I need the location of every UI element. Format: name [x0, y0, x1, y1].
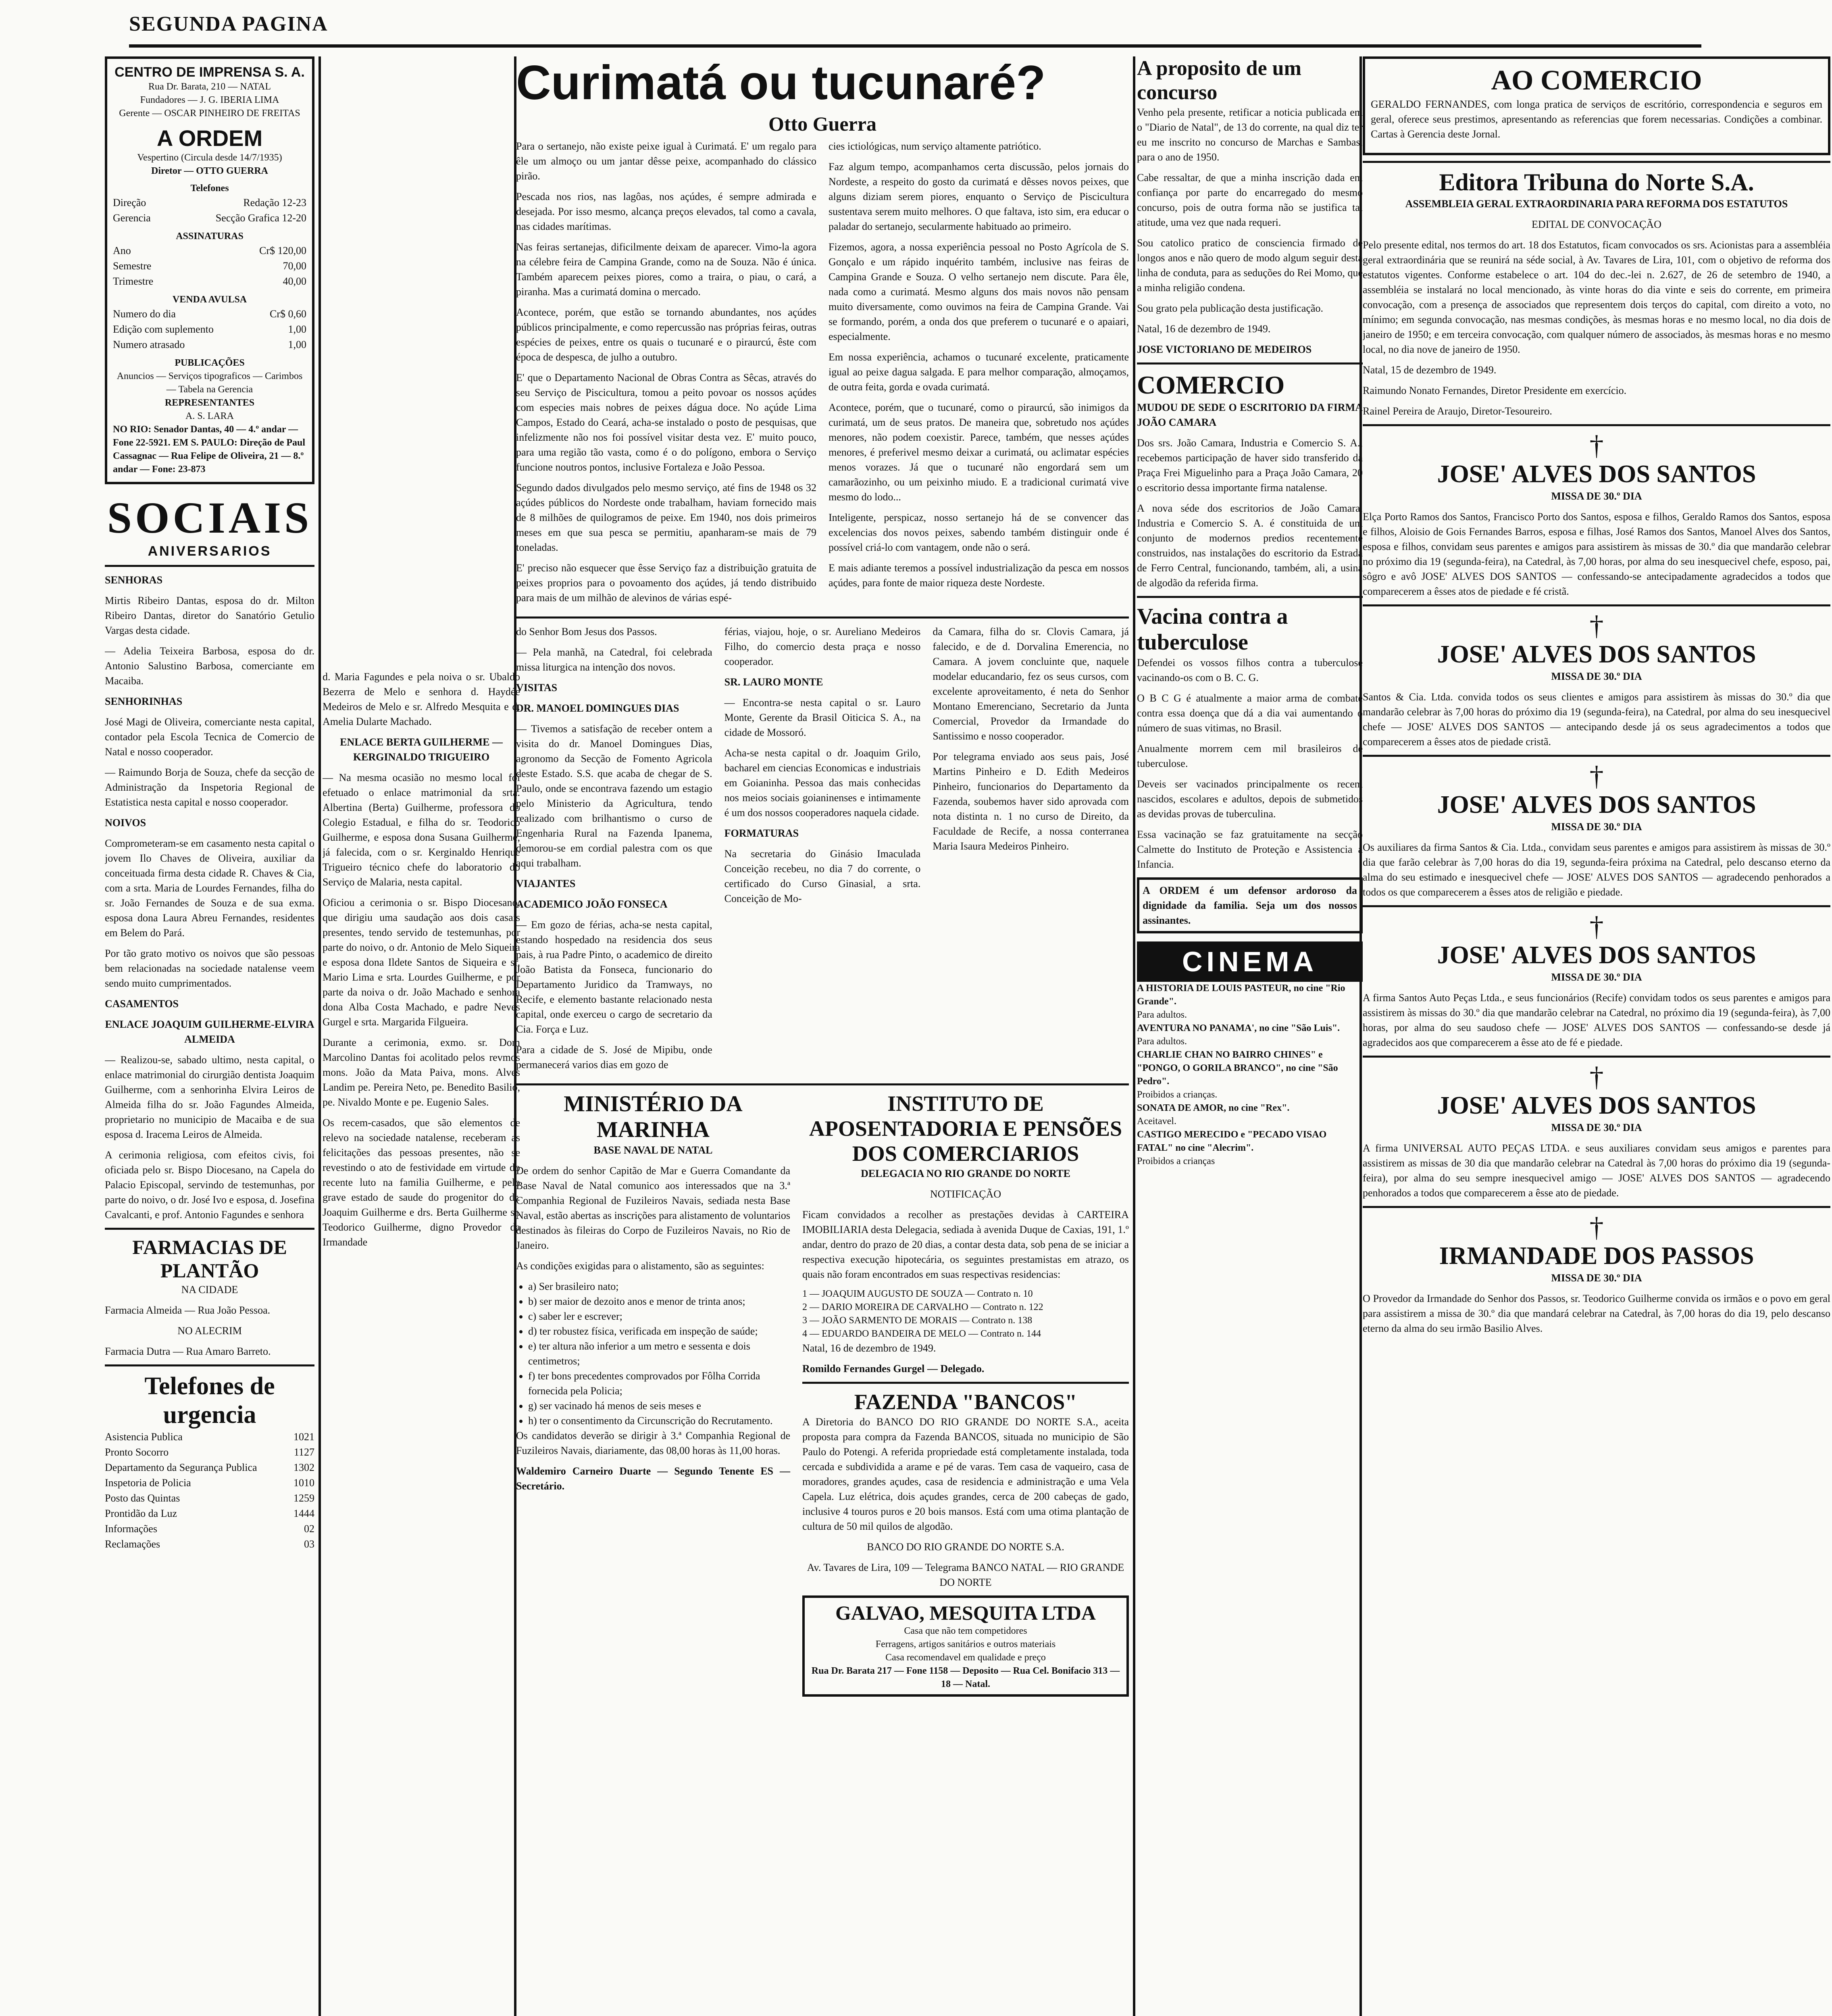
obituary-subtitle: MISSA DE 30.º DIA [1551, 1272, 1642, 1284]
obituary-subtitle: MISSA DE 30.º DIA [1551, 1122, 1642, 1133]
page-header [129, 12, 1701, 48]
social-note: Oficiou a cerimonia o sr. Bispo Diocesano, que dirigiu uma saudação aos dois casais presentes, tendo servido de testemunhas, por parte do noivo, o dr. Antonio de Melo Siqueira e esposa dona Ildete Santos de Siqueira e sr. Mario Lima e srta. Lourdes Guilherme, e por parte da noiva o dr. João Machado e senhora dona Alba Costa Machado, e padre Neves Gurgel e srta. Margarida Filgueira. [323, 897, 520, 1028]
instituto-title: INSTITUTO DE APOSENTADORIA E PENSÕES DOS COMERCIARIOS [809, 1091, 1122, 1166]
column-sociais-cont [323, 669, 520, 1255]
vacina-paragraph: O B C G é atualmente a maior arma de combate contra essa doença que dá a dia vai aumentando o número de suas vitimas, no Brasil. [1137, 692, 1363, 734]
obituary-text: O Provedor da Irmandade do Senhor dos Passos, sr. Teodorico Guilherme convida os irmãos e o povo em geral para assistirem a missa de 30.º dia que mandará celebrar na Catedral, às 7,00 horas do dia 19, pelo descanso eterno da alma do seu irmão Basilio Alves. [1363, 1293, 1830, 1334]
letter-paragraph: Cabe ressaltar, de que a minha inscrição dada em confiança por parte do encarregado do mesmo concurso, pois de outra forma não se justifica tal atitude, uma vez que nada requeri. [1137, 172, 1363, 228]
representatives-name: A. S. LARA [185, 411, 234, 421]
sale-row: Numero do dia Cr$ 0,60 [113, 308, 306, 320]
galvao-line: Ferragens, artigos sanitários e outros materiais [875, 1639, 1056, 1649]
vacina-headline: Vacina contra a tuberculose [1137, 604, 1288, 655]
obituary-title: JOSE' ALVES DOS SANTOS [1437, 460, 1756, 488]
divider [1363, 1206, 1830, 1208]
editora-signature: Raimundo Nonato Fernandes, Diretor Presidente em exercício. [1363, 385, 1627, 396]
ao-comercio-text: GERALDO FERNANDES, com longa pratica de serviços de escritório, correspondencia e seguros em geral, oferece seus prestimos, apresentando as referencias que forem necessarias. Condições a combinar. Cartas à Gerencia deste Jornal. [1371, 98, 1822, 140]
note-paragraph: — Pela manhã, na Catedral, foi celebrada missa liturgica na intenção dos novos. [516, 646, 712, 673]
cross-icon: † [1589, 430, 1604, 461]
social-note: A cerimonia religiosa, com efeitos civis, foi oficiada pelo sr. Bispo Diocesano, na Capela do Palacio Episcopal, servindo de testemunhas, por parte do noivo, o dr. José Ivo e esposa, d. Josefina Cavalcanti, e prof. Antonio Fagundes e senhora [105, 1149, 314, 1220]
social-note: — Na mesma ocasião no mesmo local foi efetuado o enlace matrimonial da srta. Albertina (Berta) Guilherme, professora do Colegio Estadual, e filha do sr. Teodorico Guilherme, e esposa dona Susana Guilherme, já falecida, com o sr. Kerginaldo Henrique Trigueiro técnico chefe do laboratorio do Serviço de Malaria, nesta capital. [323, 772, 520, 888]
obituary-text: Os auxiliares da firma Santos & Cia. Ltda., convidam seus parentes e amigos para assistirem às missas de 30.º dia que farão celebrar às 7,00 horas do dia 19, segunda-feira próxima na Catedral, pelo descanso eterno da alma do seu estimado e inesquecivel chefe — JOSE' ALVES DOS SANTOS — agradecendo penhorados a todos os que comparecerem a êsses atos de religião e piedade. [1363, 841, 1830, 898]
obituary-subtitle: MISSA DE 30.º DIA [1551, 971, 1642, 983]
representatives-text: NO RIO: Senador Dantas, 40 — 4.º andar — Fone 22-5921. EM S. PAULO: Direção de Paul Cassagnac — Rua Felipe de Oliveira, 21 — 8.º andar — Fone: 23-873 [113, 424, 306, 475]
divider [516, 1083, 1129, 1085]
emergency-phones-title: Telefones de urgencia [144, 1372, 275, 1429]
article-paragraph: Nas feiras sertanejas, dificilmente deixam de aparecer. Vimo-la agora na célebre feira de Campina Grande, como na de Souza. Não é única. Também aparecem peixes piores, como a traira, o piau, o cará, a piranha. Mas a curimatá domina o mercado. [516, 241, 816, 298]
cinema-rating: Proibidos a crianças. [1137, 1089, 1218, 1100]
social-note: d. Maria Fagundes e pela noiva o sr. Ubaldo Bezerra de Melo e senhora d. Haydée Medeiros de Melo e sr. Alfredo Mesquita e d. Amelia Dularte Machado. [323, 671, 520, 727]
editora-date: Natal, 15 de dezembro de 1949. [1363, 364, 1497, 376]
obituary [1363, 1206, 1830, 1336]
list-item: • h) ter o consentimento da Circunscrição do Recrutamento. [528, 1413, 790, 1428]
emergency-phone-row: Informações 02 [105, 1523, 314, 1535]
editora-subtitle-2: EDITAL DE CONVOCAÇÃO [1532, 219, 1661, 230]
publications-title: PUBLICAÇÕES [175, 358, 245, 368]
pharmacies-city: Farmacia Almeida — Rua João Pessoa. [105, 1304, 271, 1316]
phone-row: Direção Redação 12-23 [113, 197, 306, 208]
social-note: — Adelia Teixeira Barbosa, esposa do dr. Antonio Salustino Barbosa, comerciante em Macaiba. [105, 645, 314, 687]
obituary-title: JOSE' ALVES DOS SANTOS [1437, 791, 1756, 818]
fazenda-signature: BANCO DO RIO GRANDE DO NORTE S.A. [867, 1541, 1064, 1553]
divider [1363, 424, 1830, 426]
obituary [1363, 905, 1830, 1050]
note-paragraph: férias, viajou, hoje, o sr. Aureliano Medeiros Filho, do comercio desta praça e nosso cooperador. [724, 626, 921, 667]
marinha-signature: Waldemiro Carneiro Duarte — Segundo Tenente ES — Secretário. [516, 1465, 790, 1492]
list-item: 3 — JOÃO SARMENTO DE MORAIS — Contrato n. 138 [802, 1315, 1033, 1326]
marinha-paragraph: As condições exigidas para o alistamento, são as seguintes: [516, 1260, 764, 1272]
list-item: 4 — EDUARDO BANDEIRA DE MELO — Contrato n. 144 [802, 1329, 1041, 1339]
article-paragraph: E mais adiante teremos a possível industrialização da pesca em nossos açúdes, para fonte de maior riqueza deste Nordeste. [829, 562, 1129, 589]
note-paragraph: Na secretaria do Ginásio Imaculada Conceição recebeu, no dia 7 do corrente, o certificado do Curso Ginasial, a srta. Conceição de Mo- [724, 848, 921, 904]
column-rule [1133, 56, 1135, 2016]
note-paragraph: do Senhor Bom Jesus dos Passos. [516, 626, 657, 637]
article-paragraph: E' preciso não esquecer que êsse Serviço faz a distribuição gratuita de peixes proprios para o povoamento dos açúdes, já tendo distribuido para mais de um milhão de alevinos de várias espé- [516, 562, 816, 604]
social-note: Mirtis Ribeiro Dantas, esposa do dr. Milton Ribeiro Dantas, diretor do Sanatório Getulio Vargas desta cidade. [105, 595, 314, 636]
obituary-subtitle: MISSA DE 30.º DIA [1551, 821, 1642, 833]
social-note: Comprometeram-se em casamento nesta capital o jovem Ilo Chaves de Oliveira, auxiliar da conceituada firma desta cidade R. Chaves & Cia, com a srta. Maria de Lourdes Fernandes, filha do sr. João Fernandes de Souza e de sua exma. esposa dona Laura Abreu Fernandes, residentes em Belem do Pará. [105, 837, 314, 939]
curimata-col-b [829, 139, 1129, 611]
social-note: José Magi de Oliveira, comerciante nesta capital, contador pela Escola Tecnica de Comercio de Natal e nosso cooperador. [105, 716, 314, 758]
comercio-paragraph: Dos srs. João Camara, Industria e Comercio S. A., recebemos participação de haver sido transferido da Praça Frei Miguelinho para a Praça João Camara, 20 o escritorio dessa importante firma natalense. [1137, 437, 1363, 494]
ordem-box [1137, 877, 1363, 933]
comercio-paragraph: A nova séde dos escritorios de João Camara, Industria e Comercio S. A. é constituida de um conjunto de modernos predios recentemente construidos, nas instalações do escritorio da Estrada de Ferro Central, funcionando, também, ali, a usina de algodão da referida firma. [1137, 502, 1363, 589]
right-notices [802, 1091, 1129, 1697]
fazenda-address: Av. Tavares de Lira, 109 — Telegrama BANCO NATAL — RIO GRANDE DO NORTE [807, 1562, 1124, 1588]
notes-col-b [724, 624, 921, 1078]
notes-col-c [933, 624, 1129, 1078]
emergency-phone-row: Posto das Quintas 1259 [105, 1492, 314, 1504]
paper-director: Diretor — OTTO GUERRA [151, 166, 268, 176]
note-paragraph: — Tivemos a satisfação de receber ontem a visita do dr. Manoel Domingues Dias, agronomo da Secção de Fomento Agricola deste Estado. S.S. que acaba de chegar de S. Paulo, onde se encontrava fazendo um estagio pelo Ministerio da Agricultura, tendo realizado com brilhantismo o curso de Engenharia Rural na Fazenda Ipanema, demorou-se em cordial palestra com os que aqui trabalham. [516, 723, 712, 869]
section-heading: VISITAS [516, 682, 558, 694]
ao-comercio-title: AO COMERCIO [1491, 65, 1702, 96]
representatives-title: REPRESENTANTES [164, 398, 255, 408]
divider [1137, 596, 1363, 598]
galvao-ad [802, 1595, 1129, 1697]
obituary-text: A firma Santos Auto Peças Ltda., e seus funcionários (Recife) convidam todos os seus parentes e amigos para assistirem às missas do 30.º dia que mandarão celebrar na Catedral, no próximo dia 19 (segunda-feira), às 7,00 horas, por alma do seu saudoso chefe — JOSE' ALVES DOS SANTOS — confessando-se desde já agradecidos aos que comparecerem a êsse ato de fé e piedade. [1363, 992, 1830, 1048]
galvao-address: Rua Dr. Barata 217 — Fone 1158 — Deposito — Rua Cel. Bonifacio 313 — 18 — Natal. [811, 1666, 1120, 1689]
sale-row: Numero atrasado 1,00 [113, 339, 306, 350]
letter-signature: JOSE VICTORIANO DE MEDEIROS [1137, 344, 1312, 355]
obituary-title: JOSE' ALVES DOS SANTOS [1437, 641, 1756, 668]
article-paragraph: Para o sertanejo, não existe peixe igual à Curimatá. E' um regalo para êle um almoço ou um jantar dêsse peixe, acompanhado do clássico pirão. [516, 140, 816, 182]
galvao-line: Casa que não tem competidores [904, 1626, 1027, 1636]
emergency-phone-row: Reclamações 03 [105, 1538, 314, 1550]
column-rule [319, 56, 321, 2016]
notes-block [516, 624, 1129, 1078]
obituary-subtitle: MISSA DE 30.º DIA [1551, 671, 1642, 682]
cinema-banner [1137, 941, 1363, 982]
section-heading: NOIVOS [105, 817, 146, 829]
instituto-subtitle-2: NOTIFICAÇÃO [930, 1188, 1001, 1200]
vacina-paragraph: Defendei os vossos filhos contra a tuberculose vacinando-os com o B. C. G. [1137, 657, 1363, 683]
sale-row: Edição com suplemento 1,00 [113, 323, 306, 335]
cinema-rating: Aceitavel. [1137, 1116, 1176, 1127]
list-item: • a) Ser brasileiro nato; [528, 1279, 790, 1294]
cinema-rating: Para adultos. [1137, 1036, 1187, 1047]
list-item: • e) ter altura não inferior a um metro e sessenta e dois centimetros; [528, 1339, 790, 1368]
article-paragraph: Inteligente, perspicaz, nosso sertanejo há de se convencer das excelencias dos novos peixes, sabendo também distinguir onde é possível criá-lo com vantagem, onde não o será. [829, 512, 1129, 553]
list-item: • g) ser vacinado há menos de seis meses e [528, 1398, 790, 1413]
subscription-row: Trimestre 40,00 [113, 275, 306, 287]
section-heading: VIAJANTES [516, 878, 576, 889]
social-note: — Raimundo Borja de Souza, chefe da secção de Administração da Inspetoria Regional de Estatistica nesta capital e nosso cooperador. [105, 766, 314, 808]
sociais-title: SOCIAIS [107, 493, 312, 542]
pharmacies-city-heading: NA CIDADE [181, 1284, 238, 1295]
divider [1363, 755, 1830, 757]
marinha-subtitle: BASE NAVAL DE NATAL [593, 1144, 713, 1156]
note-paragraph: Por telegrama enviado aos seus pais, José Martins Pinheiro e D. Edith Medeiros Pinheiro, funcionarios do Departamento da Fazenda, soubemos haver sido aprovada com nota distinta n. 1 no curso de Direito, da Faculdade de Recife, a nossa conterranea Maria Isaura Medeiros Pinheiro. [933, 751, 1129, 852]
emergency-phone-row: Pronto Socorro 1127 [105, 1446, 314, 1458]
instituto-subtitle: DELEGACIA NO RIO GRANDE DO NORTE [861, 1168, 1070, 1179]
cross-icon: † [1589, 1062, 1604, 1093]
publications-text: Anuncios — Serviços tipograficos — Carimbos — Tabela na Gerencia [117, 371, 303, 395]
editora-title: Editora Tribuna do Norte S.A. [1439, 169, 1754, 196]
obituary-title: IRMANDADE DOS PASSOS [1439, 1242, 1754, 1270]
obituary-text: Elça Porto Ramos dos Santos, Francisco Porto dos Santos, esposa e filhos, Geraldo Ramos dos Santos, esposa e filhos, Aloisio de Gois Fernandes Barros, esposa e filhas, José Ramos dos Santos, Manoel Alves dos Santos, esposa e filhos, convidam seus parentes e amigos para assistirem às missas de 30.º dia que mandarão celebrar no próximo dia 19 (segunda-feira), na Catedral, às 7,00 horas, por alma do seu inesquecivel chefe, esposo, pai, sôgro e avô JOSE' ALVES DOS SANTOS — confessando-se antecipadamente agradecidos a todos que comparecerem a êsses atos de piedade e fé cristã. [1363, 511, 1830, 597]
list-item: • c) saber ler e escrever; [528, 1309, 790, 1324]
cinema-item: CASTIGO MERECIDO e "PECADO VISAO FATAL" no cine "Alecrim". [1137, 1129, 1327, 1153]
obituary-title: JOSE' ALVES DOS SANTOS [1437, 1092, 1756, 1119]
note-paragraph: da Camara, filha do sr. Clovis Camara, já falecido, e de d. Dorvalina Emerencia, no Camara. A jovem concluinte que, naquele modelar educandario, fez os seus cursos, com excelente aproveitamento, é neta do Senhor Montano Emerenciano, Secretario da Junta Comercial, Provedor da Irmandade do Santissimo e nosso cooperador. [933, 626, 1129, 742]
masthead-box [105, 56, 314, 484]
article-paragraph: Faz algum tempo, acompanhamos certa discussão, pelos jornais do Nordeste, a respeito do gosto da curimatá e dêsses novos peixes, que alguns diziam serem piores, enquanto o Serviço de Piscicultura sustentava serem muito melhores. O que faltava, isto sim, era educar o paladar do sertanejo, secularmente habituado ao primeiro. [829, 161, 1129, 232]
ao-comercio-ad [1363, 56, 1830, 155]
sale-title: VENDA AVULSA [172, 294, 247, 305]
obituary [1363, 755, 1830, 900]
column-left [105, 56, 314, 1552]
emergency-phone-row: Prontidão da Luz 1444 [105, 1508, 314, 1519]
proposito-headline: A proposito de um concurso [1137, 57, 1301, 104]
curimata-author: Otto Guerra [768, 112, 876, 135]
curimata-headline: Curimatá ou tucunaré? [516, 56, 1046, 110]
sociais-subtitle: ANIVERSARIOS [148, 544, 272, 559]
cross-icon: † [1589, 1212, 1604, 1243]
divider [802, 1382, 1129, 1384]
masthead-address: Rua Dr. Barata, 210 — NATAL [148, 81, 271, 92]
section-heading: SENHORAS [105, 574, 163, 586]
instituto-signature: Romildo Fernandes Gurgel — Delegado. [802, 1363, 985, 1375]
section-heading: CASAMENTOS [105, 998, 179, 1010]
obituary [1363, 424, 1830, 599]
cinema-item: A HISTORIA DE LOUIS PASTEUR, no cine "Rio Grande". [1137, 983, 1345, 1007]
subscription-row: Semestre 70,00 [113, 260, 306, 272]
social-note: Durante a cerimonia, exmo. sr. Dom Marcolino Dantas foi acolitado pelos revmos mons. João da Mata Paiva, mons. Alves Landim pe. Pereira Neto, pe. Benedito Basilio, pe. Nivaldo Monte e pe. Eugenio Sales. [323, 1037, 520, 1108]
notes-col-a [516, 624, 712, 1078]
marinha-title: MINISTÉRIO DA MARINHA [564, 1091, 743, 1142]
paper-subtitle: Vespertino (Circula desde 14/7/1935) [137, 152, 282, 163]
instituto-date: Natal, 16 de dezembro de 1949. [802, 1342, 936, 1354]
wedding-heading: ENLACE BERTA GUILHERME — KERGINALDO TRIGUEIRO [340, 736, 503, 763]
divider [1363, 604, 1830, 606]
note-paragraph: Para a cidade de S. José de Mipibu, onde permanecerá varios dias em gozo de [516, 1044, 712, 1070]
vacina-paragraph: Deveis ser vacinados principalmente os recem nascidos, escolares e adultos, depois de submetidos as devidas provas de tuberculina. [1137, 778, 1363, 820]
article-paragraph: cies ictiológicas, num serviço altamente patriótico. [829, 140, 1041, 152]
divider [516, 616, 1129, 619]
galvao-line: Casa recomendavel em qualidade e preço [885, 1652, 1046, 1663]
cinema-item: AVENTURA NO PANAMA', no cine "São Luis". [1137, 1023, 1340, 1033]
column-center [516, 56, 1129, 1697]
marinha-paragraph: De ordem do senhor Capitão de Mar e Guerra Comandante da Base Naval de Natal comunico aos interessados que na 3.ª Companhia Regional de Fuzileiros Navais, sediada nesta Base Naval, estão abertas as inscrições para alistamento de voluntarios destinados às fileiras do Corpo de Fuzileiros Navais, no Rio de Janeiro. [516, 1165, 790, 1251]
article-paragraph: Pescada nos rios, nas lagôas, nos açúdes, é sempre admirada e desejada. Por isso mesmo, alcança preços elevados, tal como a cavala, nas cidades marítimas. [516, 191, 816, 232]
obituary-subtitle: MISSA DE 30.º DIA [1551, 490, 1642, 502]
vacina-paragraph: Anualmente morrem cem mil brasileiros de tuberculose. [1137, 743, 1363, 769]
divider [105, 565, 314, 567]
pharmacies-title: FARMACIAS DE PLANTÃO [132, 1236, 287, 1282]
paper-name: A ORDEM [156, 125, 263, 151]
note-heading: DR. MANOEL DOMINGUES DIAS [516, 702, 679, 714]
list-item: • b) ser maior de dezoito anos e menor de trinta anos; [528, 1294, 790, 1309]
fazenda-paragraph: A Diretoria do BANCO DO RIO GRANDE DO NORTE S.A., aceita proposta para compra da Fazenda BANCOS, situada no municipio de São Paulo do Potengi. A referida propriedade está completamente instalada, toda cercada e subdividida a arame e pé de varas. Tem casa de vaqueiro, casa de moradores, grandes açudes, casa de residencia e administração e uma Vela Capela. Luz elétrica, dois açudes grandes, cerca de 200 cabeças de gado, inclusive 4 touros puros e 20 bois mansos. Está com uma otima plantação de cultura de 50 mil quilos de algodão. [802, 1416, 1129, 1532]
masthead-title: CENTRO DE IMPRENSA S. A. [114, 65, 305, 80]
subscriptions-title: ASSINATURAS [176, 231, 244, 242]
instituto-paragraph: Ficam convidados a recolher as prestações devidas à CARTEIRA IMOBILIARIA desta Delegacia, sediada à avenida Duque de Caxias, 191, 1.º andar, dentro do prazo de 20 dias, a contar desta data, sob pena de se iniciar a respectiva execução hipotecária, os seguintes prestamistas em atrazo, os quais não foram encontrados em suas respectivas residencias: [802, 1209, 1129, 1280]
obituary [1363, 604, 1830, 749]
note-heading: ACADEMICO JOÃO FONSECA [516, 898, 668, 910]
comercio-subheadline: MUDOU DE SEDE O ESCRITORIO DA FIRMA JOÃO CAMARA [1137, 402, 1363, 428]
emergency-phone-row: Inspetoria de Policia 1010 [105, 1477, 314, 1489]
divider [1137, 362, 1363, 364]
column-right [1363, 56, 1830, 1341]
divider [105, 1364, 314, 1366]
vacina-paragraph: Essa vacinação se faz gratuitamente na secção Calmette do Instituto de Proteção e Assistencia a Infancia. [1137, 829, 1363, 870]
social-note: Os recem-casados, que são elementos de relevo na sociedade natalense, receberam as felicitações das pessoas presentes, não se revestindo o ato de festividade em virtude do recente luto na familia Guilherme, e pelo grave estado de saude do progenitor do dr. Joaquim Guilherme e drs. Berta Guilherme sr. Teodorico Guilherme, digno Provedor da Irmandade [323, 1117, 520, 1248]
cinema-title: CINEMA [1182, 946, 1318, 977]
list-item: 1 — JOAQUIM AUGUSTO DE SOUZA — Contrato n. 10 [802, 1289, 1033, 1299]
marinha-notice [516, 1091, 790, 1697]
cinema-item: CHARLIE CHAN NO BAIRRO CHINES" e "PONGO, O GORILA BRANCO", no cine "São Pedro". [1137, 1050, 1338, 1087]
curimata-col-a [516, 139, 816, 611]
list-item: • f) ter bons precedentes comprovados por Fôlha Corrida fornecida pela Policia; [528, 1368, 790, 1398]
article-paragraph: Segundo dados divulgados pelo mesmo serviço, até fins de 1948 os 32 açúdes públicos do Nordeste onde trabalham, haviam fornecido mais de 8 milhões de quilogramos de peixe. Em 1940, nos dois primeiros meses em que sua pesca se permitiu, apanharam-se mais de 79 toneladas. [516, 482, 816, 553]
list-item: • d) ter robustez física, verificada em inspeção de saúde; [528, 1324, 790, 1339]
obituary-text: Santos & Cia. Ltda. convida todos os seus clientes e amigos para assistirem às missas do 30.º dia que mandarão celebrar às 7,00 horas do próximo dia 19 (segunda-feira), na Catedral, por alma do seu inesquecivel chefe — JOSE' ALVES DOS SANTOS — antecipando desde já os seus agradecimentos a todos que comparecerem a êsses atos de piedade cristã. [1363, 691, 1830, 748]
obituary-text: A firma UNIVERSAL AUTO PEÇAS LTDA. e seus auxiliares convidam seus amigos e parentes para assistirem as missas de 30 dia que mandarão celebrar na Catedral às 7,00 horas do próximo dia 19 (segunda-feira), por alma do seu sempre inesquecivel amigo — JOSE' ALVES DOS SANTOS — agradecendo penhorados a todos que comparecerem a êsse ato de piedade. [1363, 1142, 1830, 1199]
cinema-rating: Para adultos. [1137, 1010, 1187, 1020]
comercio-headline: COMERCIO [1137, 371, 1285, 399]
marinha-conditions [516, 1279, 790, 1428]
social-note: Por tão grato motivo os noivos que são pessoas bem relacionadas na sociedade natalense veem sendo muito cumprimentados. [105, 948, 314, 989]
cross-icon: † [1589, 911, 1604, 942]
note-paragraph: — Em gozo de férias, acha-se nesta capital, estando hospedado na residencia dos seus pais, à rua Padre Pinto, o academico de direito João Batista da Fonseca, funcionario do Departamento Juridico da Tramways, no Recife, e elemento bastante relacionado nesta capital, onde exerceu o cargo de secretario da Cia. Força e Luz. [516, 919, 712, 1035]
obituary-title: JOSE' ALVES DOS SANTOS [1437, 941, 1756, 969]
article-paragraph: Em nossa experiência, achamos o tucunaré excelente, praticamente igual ao peixe dagua salgada. E para melhor comparação, almoçamos, de outra feita, gorda e ovada curimatá. [829, 351, 1129, 393]
bottom-center-block [516, 1091, 1129, 1697]
section-heading: FORMATURAS [724, 827, 799, 839]
note-paragraph: Acha-se nesta capital o dr. Joaquim Grilo, bacharel em ciencias Economicas e industriais em Goianinha. Pessoa das mais conhecidas nos meios sociais goianinenses e intimamente é um dos nossos cooperadores naquela cidade. [724, 747, 921, 818]
divider [1363, 1056, 1830, 1058]
note-heading: SR. LAURO MONTE [724, 676, 823, 688]
masthead-manager: Gerente — OSCAR PINHEIRO DE FREITAS [119, 108, 300, 119]
subscription-row: Ano Cr$ 120,00 [113, 245, 306, 256]
emergency-phone-row: Departamento da Segurança Publica 1302 [105, 1462, 314, 1473]
page-header-label: SEGUNDA PAGINA [129, 12, 328, 35]
list-item: 2 — DARIO MOREIRA DE CARVALHO — Contrato n. 122 [802, 1302, 1043, 1312]
phone-row: Gerencia Secção Grafica 12-20 [113, 212, 306, 224]
note-paragraph: — Encontra-se nesta capital o sr. Lauro Monte, Gerente da Brasil Oiticica S. A., na cidade de Mossoró. [724, 697, 921, 738]
masthead-founder: Fundadores — J. G. IBERIA LIMA [140, 95, 279, 105]
curimata-body [516, 139, 1129, 611]
fazenda-title: FAZENDA "BANCOS" [854, 1390, 1077, 1414]
phones-title: Telefones [190, 183, 229, 194]
ordem-box-text: A ORDEM é um defensor ardoroso da dignidade da familia. Seja um dos nossos assinantes. [1143, 885, 1357, 926]
article-paragraph: Acontece, porém, que o tucunaré, como o piraurcú, são inimigos da curimatá, um de seus pratos. De maneira que, sobretudo nos açúdes menores, não podem coexistir. Parece, também, que nesses açúdes menores, é preferivel mesmo deixar a curimatá, ou aclimatar espécies menos vorazes. Já que o tucunaré não engordará sem um camarãozinho, ou um peixinho miudo. E a tradicional curimatá vive mesmo do lodo... [829, 402, 1129, 503]
cinema-item: SONATA DE AMOR, no cine "Rex". [1137, 1103, 1290, 1113]
letter-date: Natal, 16 de dezembro de 1949. [1137, 323, 1271, 335]
column-narrow [1137, 56, 1363, 1168]
editora-signature: Rainel Pereira de Araujo, Diretor-Tesoureiro. [1363, 405, 1552, 417]
cross-icon: † [1589, 761, 1604, 792]
section-heading: SENHORINHAS [105, 696, 183, 707]
emergency-phone-row: Asistencia Publica 1021 [105, 1431, 314, 1443]
pharmacies-alecrim: Farmacia Dutra — Rua Amaro Barreto. [105, 1345, 271, 1357]
divider [1363, 161, 1830, 163]
article-paragraph: E' que o Departamento Nacional de Obras Contra as Sêcas, através do seu Serviço de Piscicultura, tomou a peito povoar os nossos açúdes com especies mais nobres de peixes dágua doce. No açúde Lima Campos, Estado do Ceará, acha-se instalado o posto de pesquisas, que infelizmente não nos foi possível visitar desta vez. E' muito pouco, para uma região tão vasta, como é o do polígono, embora o Serviço funcione noutros pontos, inclusive Fortaleza e João Pessoa. [516, 372, 816, 473]
social-note: — Realizou-se, sabado ultimo, nesta capital, o enlace matrimonial do cirurgião dentista Joaquim Guilherme, com a senhorinha Elvira Leiros de Almeida filha do sr. João Fagundes Almeida, proprietario no municipio de Macaiba e de sua esposa d. Iracema Leiros de Almeida. [105, 1054, 314, 1140]
editora-paragraph: Pelo presente edital, nos termos do art. 18 dos Estatutos, ficam convocados os srs. Acionistas para a assembléia geral extraordinária que se reunirá na séde social, à Av. Tavares de Lira, 101, com o objetivo de reforma dos estatutos vigentes. Conforme estabelece o art. 104 do dec.-lei n. 2.627, de 26 de setembro de 1940, a assembléia se instalará no local mencionado, às vinte horas do dia vinte e seis do corrente, em primeira convocação, com a presença de associados que representem dois terços do capital, com direito a voto, no mínimo; em segunda convocação, nas mesmas condições, às mesmas horas e no mesmo local, no dia dois de janeiro de 1950; e em terceira convocação, com qualquer número de associados, às mesmas horas e no mesmo local, no dia nove de janeiro de 1950. [1363, 239, 1830, 355]
article-paragraph: Fizemos, agora, a nossa experiência pessoal no Posto Agrícola de S. Gonçalo e um rápido inquérito também, inclusive nas feiras de Campina Grande e Souza. O velho sertanejo nem discute. Para êle, nada como a curimatá. Mesmo alguns dos mais novos não pensam muito diversamente, como ouvimos na feira de Campina Grande. Vai se formando, porém, a onda dos que preferem o tucunaré e o apaiari, especialmente. [829, 241, 1129, 342]
cinema-rating: Proibidos a crianças [1137, 1156, 1215, 1166]
letter-paragraph: Sou catolico pratico de consciencia firmado de longos anos e não quero de modo algum seguir desta linha de conduta, para as seduções do Rei Momo, que a minha religião condena. [1137, 237, 1363, 294]
divider [105, 1228, 314, 1230]
obituary [1363, 1056, 1830, 1200]
letter-paragraph: Venho pela presente, retificar a noticia publicada em o "Diario de Natal", de 13 do corrente, na qual diz ter eu me inscrito no concurso de Marchas e Sambas, para o ano de 1950. [1137, 106, 1363, 163]
letter-paragraph: Sou grato pela publicação desta justificação. [1137, 302, 1324, 314]
cross-icon: † [1589, 610, 1604, 641]
wedding-heading: ENLACE JOAQUIM GUILHERME-ELVIRA ALMEIDA [105, 1018, 314, 1045]
marinha-paragraph: Os candidatos deverão se dirigir à 3.ª Companhia Regional de Fuzileiros Navais, diariamente, das 08,00 horas às 11,00 horas. [516, 1430, 790, 1456]
divider [1363, 905, 1830, 907]
editora-subtitle: ASSEMBLEIA GERAL EXTRAORDINARIA PARA REFORMA DOS ESTATUTOS [1405, 198, 1788, 210]
pharmacies-alecrim-heading: NO ALECRIM [177, 1325, 242, 1337]
galvao-title: GALVAO, MESQUITA LTDA [835, 1602, 1096, 1624]
article-paragraph: Acontece, porém, que estão se tornando abundantes, nos açúdes públicos principalmente, e como repercussão nas próprias feiras, outras espécies de peixes, entre os quais o tucunaré e o piraurcú, êste com época de despesca, de julho a outubro. [516, 306, 816, 363]
